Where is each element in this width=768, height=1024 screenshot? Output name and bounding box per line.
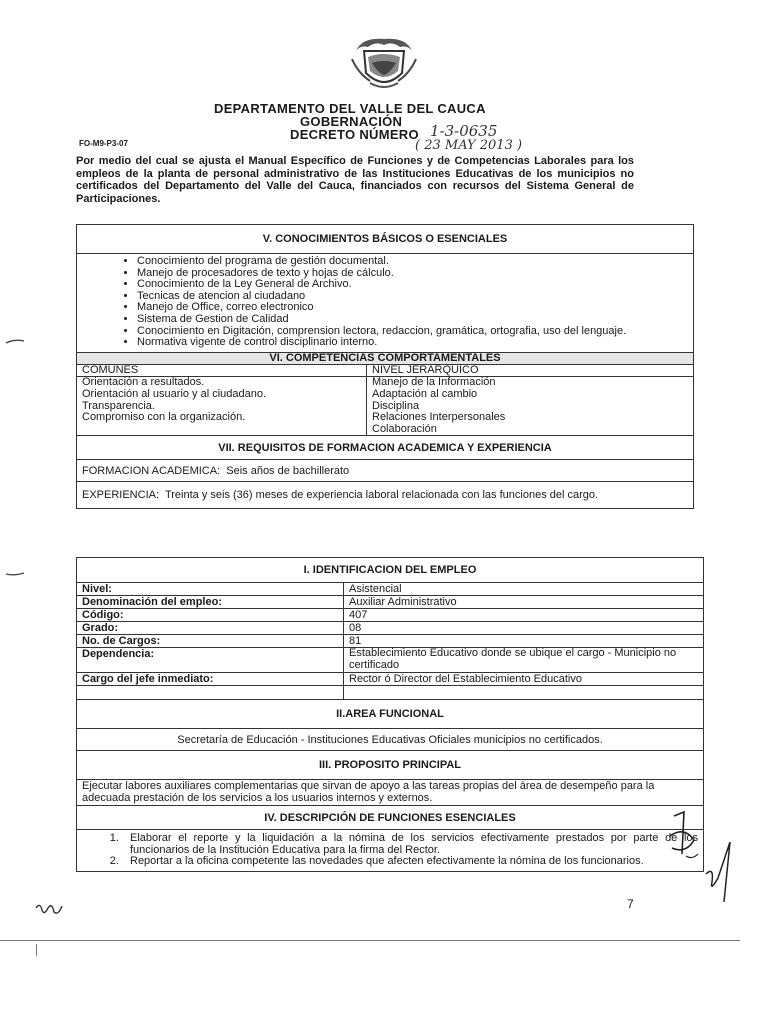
knowledge-list — [82, 256, 688, 349]
comunes-column — [77, 364, 367, 436]
knowledge-item: • Tecnicas de atencion al ciudadano — [137, 291, 688, 303]
experiencia-value: Treinta y seis (36) meses de experiencia laboral relacionada con las funciones del cargo. — [164, 489, 599, 502]
department-title: DEPARTAMENTO DEL VALLE DEL CAUCA — [214, 101, 486, 116]
competency-item: Compromiso con la organización. — [82, 411, 246, 424]
field-label: Cargo del jefe inmediato: — [77, 673, 344, 686]
field-value: Rector ó Director del Establecimiento Educativo — [344, 673, 704, 686]
handwritten-initials-mark — [664, 806, 704, 866]
section-v-title: V. CONOCIMIENTOS BÁSICOS O ESENCIALES — [77, 225, 694, 254]
field-value: Asistencial — [344, 583, 704, 596]
competency-item: Colaboración — [372, 422, 437, 435]
section-iv-title: IV. DESCRIPCIÓN DE FUNCIONES ESENCIALES — [77, 806, 704, 830]
gobernacion-title: GOBERNACIÓN — [300, 114, 403, 129]
section-vi-title: VI. COMPETENCIAS COMPORTAMENTALES — [77, 352, 694, 364]
empty-cell — [344, 686, 704, 700]
margin-dash-mark — [4, 568, 26, 580]
field-label: No. de Cargos: — [77, 635, 344, 648]
experiencia-label: EXPERIENCIA: — [82, 489, 160, 502]
knowledge-item: • Normativa vigente de control disciplinario interno. — [137, 337, 688, 349]
section-i-title: I. IDENTIFICACION DEL EMPLEO — [77, 558, 704, 583]
competency-item: Transparencia. — [82, 399, 155, 412]
field-value: 407 — [344, 609, 704, 622]
field-value: Establecimiento Educativo donde se ubique el cargo - Municipio no certificado — [344, 648, 704, 673]
nivel-column — [367, 364, 694, 436]
scan-edge-tick — [36, 944, 37, 956]
section-ii-title: II.AREA FUNCIONAL — [77, 700, 704, 729]
field-label: Nivel: — [77, 583, 344, 596]
knowledge-item: • Manejo de procesadores de texto y hojas de cálculo. — [137, 268, 688, 280]
empty-cell — [77, 686, 344, 700]
field-label: Denominación del empleo: — [77, 596, 344, 609]
knowledge-item: • Manejo de Office, correo electronico — [137, 302, 688, 314]
handwritten-scribble-mark — [34, 900, 64, 920]
field-label: Dependencia: — [77, 648, 344, 673]
competency-item: Relaciones Interpersonales — [372, 411, 506, 424]
section-v-body — [77, 254, 694, 353]
formacion-row — [77, 460, 694, 482]
field-label: Código: — [77, 609, 344, 622]
experiencia-row — [77, 482, 694, 509]
field-value: Auxiliar Administrativo — [344, 596, 704, 609]
section-iv-body — [77, 830, 704, 872]
competency-item: Orientación a resultados. — [82, 376, 205, 389]
field-value: 81 — [344, 635, 704, 648]
field-value: 08 — [344, 622, 704, 635]
knowledge-item: • Conocimiento en Digitación, comprension lectora, redaccion, gramática, ortografia, uso del lenguaje. — [137, 326, 688, 338]
coat-of-arms-seal — [348, 33, 420, 95]
decree-label: DECRETO NÚMERO — [290, 127, 419, 142]
job-identification-table — [76, 557, 704, 872]
competency-item: Disciplina — [372, 399, 420, 412]
section-iii-title: III. PROPOSITO PRINCIPAL — [77, 751, 704, 780]
margin-dash-mark — [4, 335, 26, 347]
handwritten-decree-number: 1-3-0635 — [430, 122, 498, 140]
nivel-header: NIVEL JERARQUICO — [367, 365, 693, 378]
function-item: 2. Reportar a la oficina competente las novedades que afecten efectivamente la nómina de los funcionarios. — [122, 856, 698, 868]
comunes-header: COMUNES — [77, 365, 366, 378]
handwritten-decree-date: ( 23 MAY 2013 ) — [415, 138, 523, 153]
section-ii-text: Secretaría de Educación - Instituciones Educativas Oficiales municipios no certificados. — [77, 729, 704, 751]
formacion-label: FORMACION ACADEMICA: — [82, 464, 221, 477]
section-vii-title: VII. REQUISITOS DE FORMACION ACADEMICA Y EXPERIENCIA — [77, 436, 694, 460]
page-number: 7 — [627, 897, 634, 911]
scan-edge-line — [0, 940, 740, 941]
field-label: Grado: — [77, 622, 344, 635]
decree-introduction: Por medio del cual se ajusta el Manual Específico de Funciones y de Competencias Laborales para los empleos de la planta de personal administrativo de las Instituciones Educativas de los municipios no certificados del Departamento del Valle del Cauca, financiados con recursos del Sistema General de Participaciones. — [76, 155, 634, 205]
function-item: 1. Elaborar el reporte y la liquidación a la nómina de los servicios efectivamente prestados por parte de los funcionarios de la Institución Educativa para la firma del Rector. — [122, 833, 698, 856]
knowledge-item: • Sistema de Gestion de Calidad — [137, 314, 688, 326]
competency-item: Manejo de la Información — [372, 376, 496, 389]
section-iii-text: Ejecutar labores auxiliares complementarias que sirvan de apoyo a las tareas propias del área de desempeño para la adecuada prestación de los servicios a los usuarios internos y externos. — [77, 780, 704, 806]
handwritten-signature-mark — [700, 838, 740, 908]
competency-item: Adaptación al cambio — [372, 387, 478, 400]
competency-item: Orientación al usuario y al ciudadano. — [82, 387, 267, 400]
knowledge-item: • Conocimiento de la Ley General de Archivo. — [137, 279, 688, 291]
competencies-table — [76, 224, 694, 509]
knowledge-item: • Conocimiento del programa de gestión documental. — [137, 256, 688, 268]
form-code: FO-M9-P3-07 — [79, 139, 128, 148]
functions-list — [82, 833, 698, 868]
formacion-value: Seis años de bachillerato — [226, 464, 350, 477]
